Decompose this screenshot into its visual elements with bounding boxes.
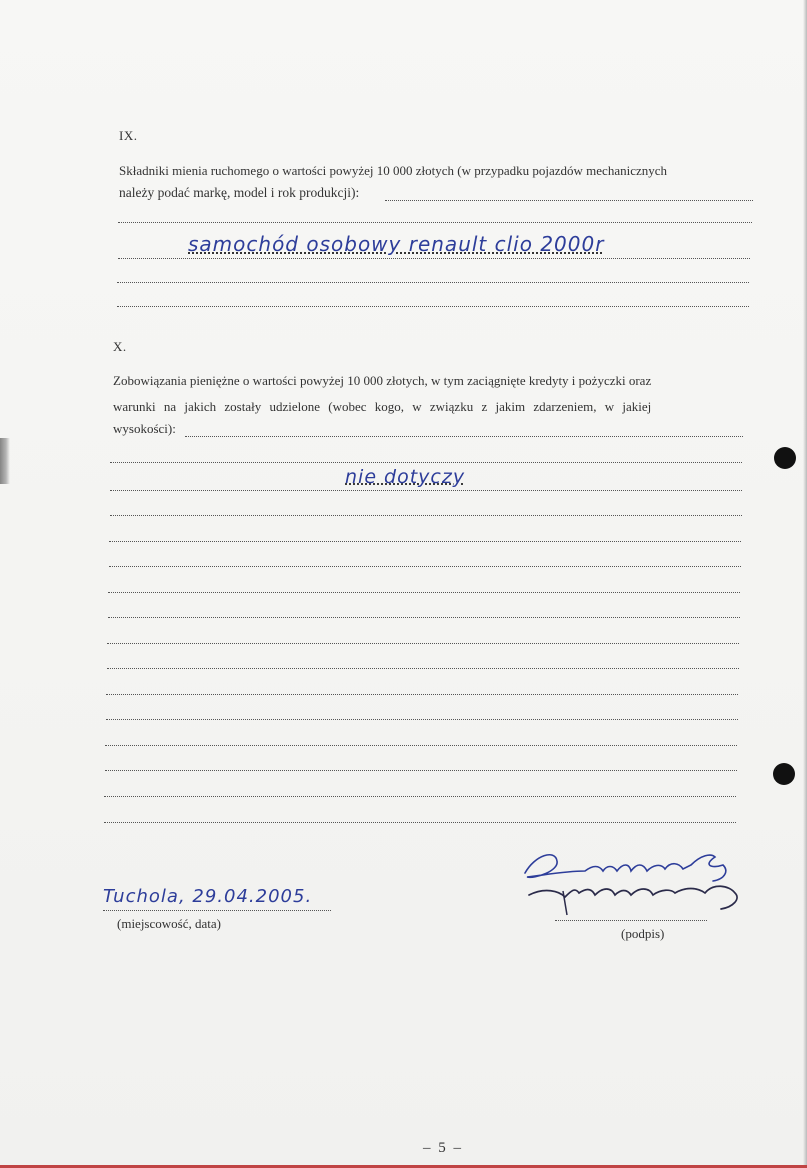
dotted-line	[185, 436, 743, 437]
signature-image	[515, 835, 755, 920]
dotted-line	[106, 719, 738, 720]
dotted-line	[110, 515, 742, 516]
dotted-line	[105, 745, 737, 746]
dotted-line	[118, 222, 752, 223]
dotted-line	[118, 258, 750, 259]
dotted-line	[555, 920, 707, 921]
page-number: – 5 –	[423, 1140, 463, 1156]
dotted-line	[103, 910, 331, 911]
dotted-line	[104, 796, 736, 797]
dotted-line	[110, 490, 742, 491]
punch-hole	[773, 763, 795, 785]
handwritten-vehicle: samochód osobowy renault clio 2000r	[188, 232, 605, 256]
section-ix-line2: należy podać markę, model i rok produkcji):	[119, 185, 360, 200]
dotted-line	[108, 617, 740, 618]
dotted-line	[105, 770, 737, 771]
section-x-heading: X.	[113, 339, 127, 354]
dotted-line	[107, 668, 739, 669]
dotted-line	[385, 200, 753, 201]
section-x-line2: warunki na jakich zostały udzielone (wobec kogo, w związku z jakim zdarzeniem, w jakiej	[113, 399, 652, 414]
dotted-line	[106, 694, 738, 695]
dotted-line	[108, 592, 740, 593]
dotted-line	[107, 643, 739, 644]
dotted-line	[109, 566, 741, 567]
signature-caption: (podpis)	[621, 926, 665, 941]
handwritten-not-applicable: nie dotyczy	[345, 466, 466, 488]
section-ix-line1: Składniki mienia ruchomego o wartości powyżej 10 000 złotych (w przypadku pojazdów mechanicznych	[119, 163, 668, 178]
punch-hole	[774, 447, 796, 469]
dotted-line	[117, 282, 749, 283]
scan-edge-mark	[0, 438, 10, 484]
dotted-line	[104, 822, 736, 823]
dotted-line	[117, 306, 749, 307]
handwritten-place-date: Tuchola, 29.04.2005.	[103, 886, 313, 907]
dotted-line	[110, 462, 742, 463]
scan-right-edge	[803, 0, 807, 1168]
section-ix-heading: IX.	[119, 128, 138, 143]
dotted-line	[109, 541, 741, 542]
section-x-line1: Zobowiązania pieniężne o wartości powyżej 10 000 złotych, w tym zaciągnięte kredyty i pożyczki oraz	[113, 373, 652, 388]
section-x-line3: wysokości):	[113, 421, 176, 436]
place-date-caption: (miejscowość, data)	[117, 916, 221, 931]
